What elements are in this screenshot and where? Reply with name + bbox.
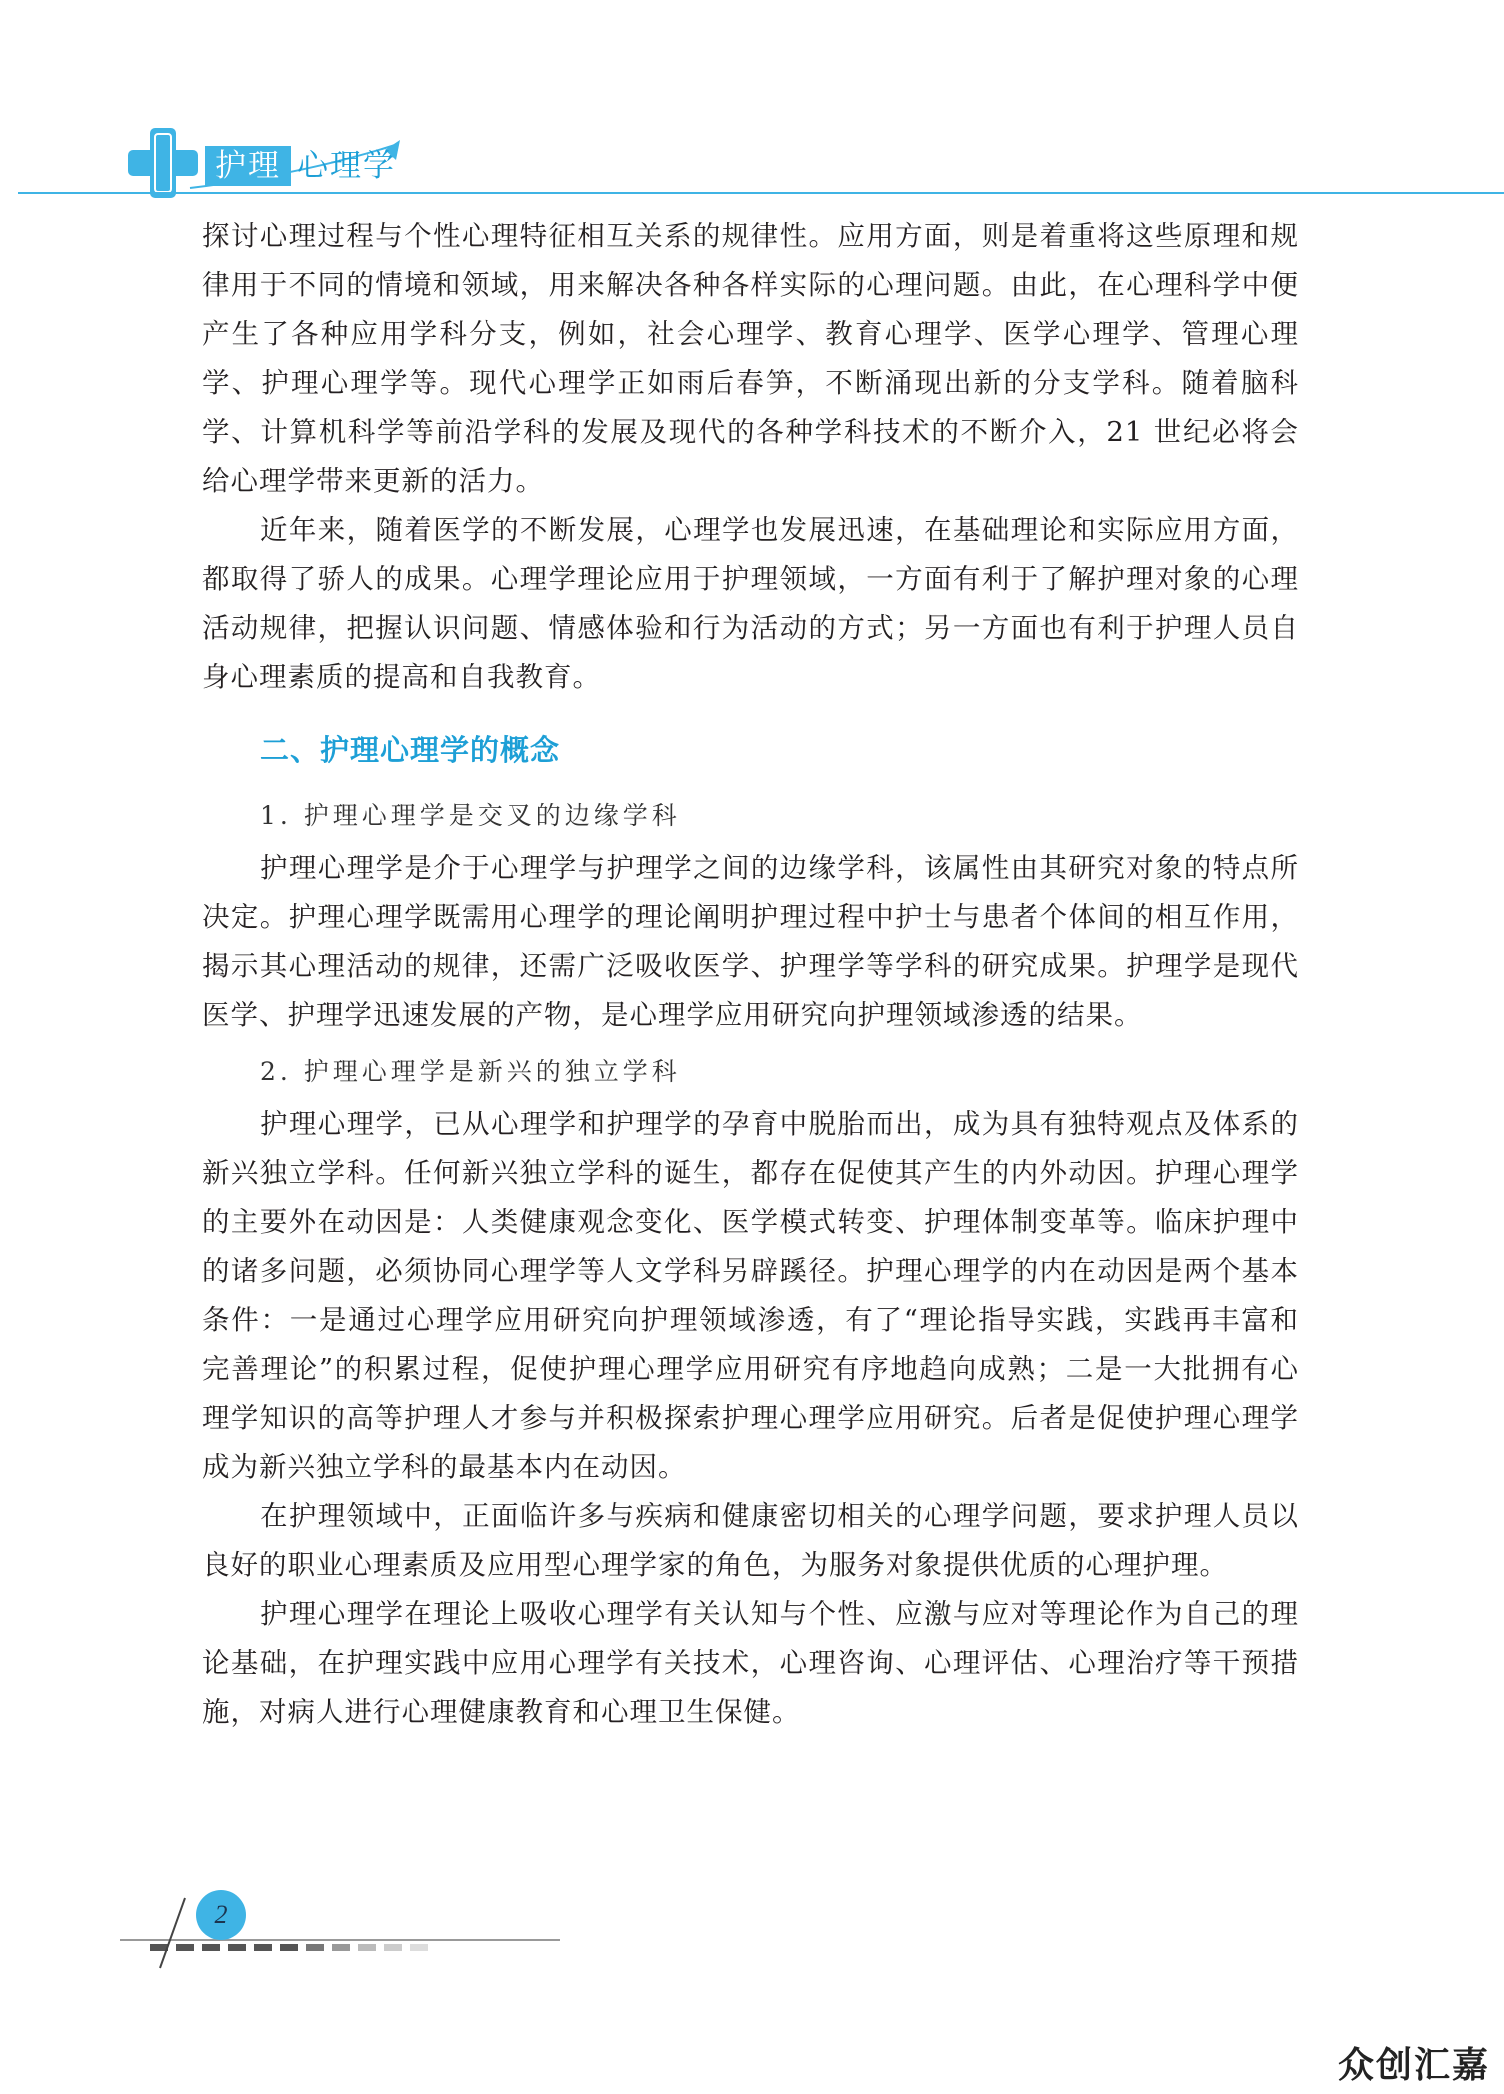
subsection-heading-2: 2. 护理心理学是新兴的独立学科 [260, 1057, 681, 1086]
paragraph: 护理心理学在理论上吸收心理学有关认知与个性、应激与应对等理论作为自己的理论基础，在护理实践中应用心理学有关技术，心理咨询、心理评估、心理治疗等干预措施，对病人进行心理健康教育和心理卫生保健。 [202, 1598, 1299, 1728]
paragraph: 在护理领域中，正面临许多与疾病和健康密切相关的心理学问题，要求护理人员以良好的职业心理素质及应用型心理学家的角色，为服务对象提供优质的心理护理。 [202, 1500, 1299, 1581]
page-content [202, 212, 1299, 1737]
page-footer [0, 1880, 600, 1980]
book-title-part2: 心理学 [297, 148, 396, 184]
subsection-heading-1: 1. 护理心理学是交叉的边缘学科 [260, 801, 681, 830]
page-number: 2 [196, 1890, 246, 1940]
book-title [205, 146, 396, 186]
book-title-part1: 护理 [205, 146, 291, 186]
paragraph-continued: 探讨心理过程与个性心理特征相互关系的规律性。应用方面，则是着重将这些原理和规律用于不同的情境和领域，用来解决各种各样实际的心理问题。由此，在心理科学中便产生了各种应用学科分支，例如，社会心理学、教育心理学、医学心理学、管理心理学、护理心理学等。现代心理学正如雨后春笋，不断涌现出新的分支学科。随着脑科学、计算机科学等前沿学科的发展及现代的各种学科技术的不断介入，21 世纪必将会给心理学带来更新的活力。 [202, 220, 1299, 497]
paragraph: 护理心理学是介于心理学与护理学之间的边缘学科，该属性由其研究对象的特点所决定。护理心理学既需用心理学的理论阐明护理过程中护士与患者个体间的相互作用，揭示其心理活动的规律，还需广泛吸收医学、护理学等学科的研究成果。护理学是现代医学、护理学迅速发展的产物，是心理学应用研究向护理领域渗透的结果。 [202, 852, 1299, 1031]
paragraph: 护理心理学，已从心理学和护理学的孕育中脱胎而出，成为具有独特观点及体系的新兴独立学科。任何新兴独立学科的诞生，都存在促使其产生的内外动因。护理心理学的主要外在动因是：人类健康观念变化、医学模式转变、护理体制变革等。临床护理中的诸多问题，必须协同心理学等人文学科另辟蹊径。护理心理学的内在动因是两个基本条件：一是通过心理学应用研究向护理领域渗透，有了“理论指导实践，实践再丰富和完善理论”的积累过程，促使护理心理学应用研究有序地趋向成熟；二是一大批拥有心理学知识的高等护理人才参与并积极探索护理心理学应用研究。后者是促使护理心理学成为新兴独立学科的最基本内在动因。 [202, 1108, 1299, 1483]
medical-cross-icon [128, 128, 198, 198]
page-header [0, 0, 1504, 200]
section-heading: 二、护理心理学的概念 [260, 733, 561, 767]
footer-decoration [0, 1880, 600, 1980]
watermark: 众创汇嘉 [1337, 2045, 1490, 2086]
paragraph: 近年来，随着医学的不断发展，心理学也发展迅速，在基础理论和实际应用方面，都取得了骄人的成果。心理学理论应用于护理领域，一方面有利于了解护理对象的心理活动规律，把握认识问题、情感体验和行为活动的方式；另一方面也有利于护理人员自身心理素质的提高和自我教育。 [202, 514, 1299, 693]
